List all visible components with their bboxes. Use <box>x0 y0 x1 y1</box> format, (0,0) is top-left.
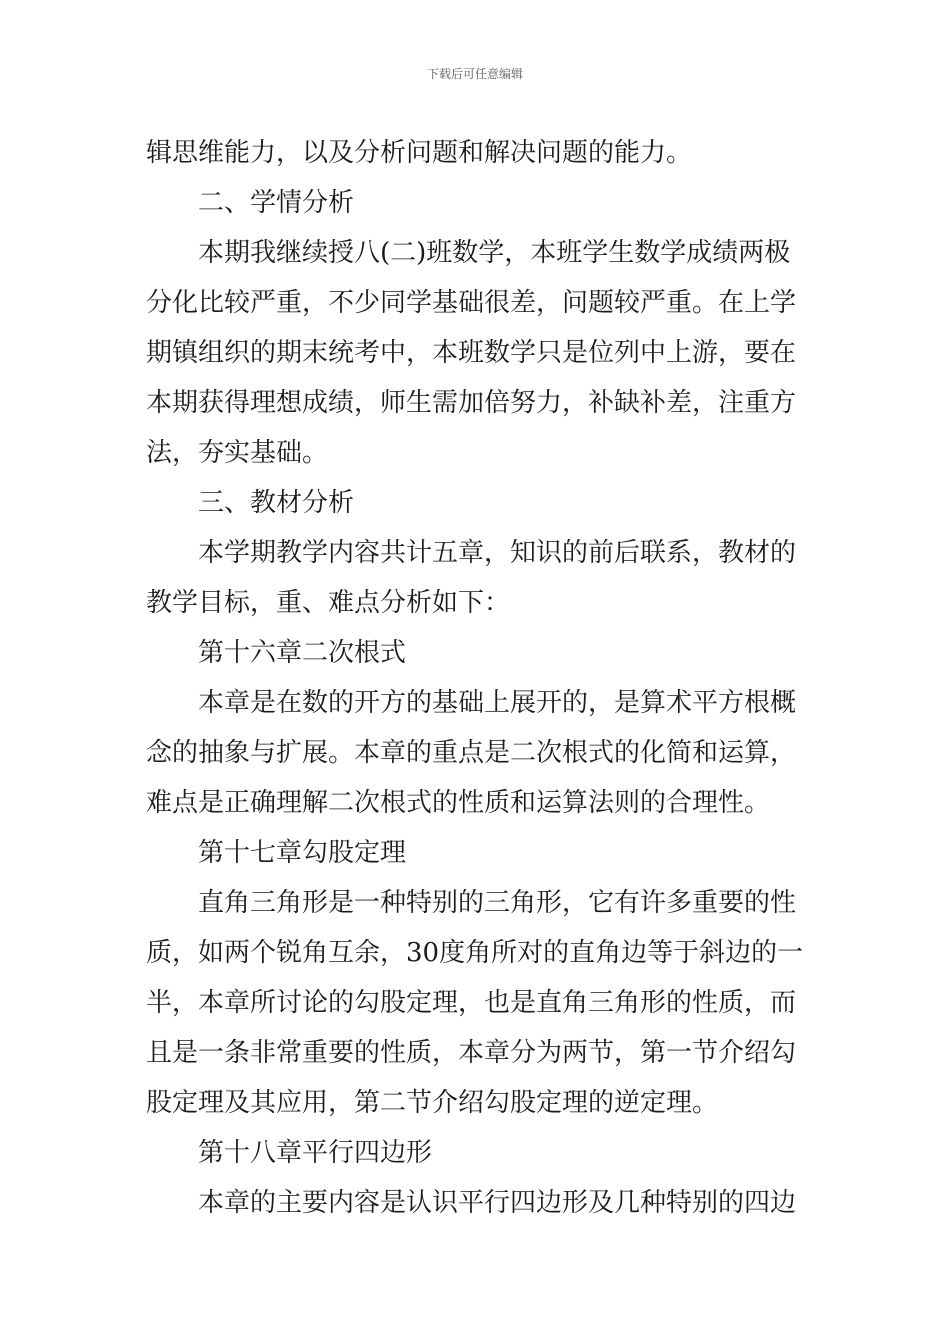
text-line: 本期获得理想成绩，师生需加倍努力，补缺补差，注重方 <box>146 388 797 418</box>
text-line: 教学目标，重、难点分析如下： <box>146 588 511 618</box>
text-line: 本学期教学内容共计五章，知识的前后联系，教材的 <box>198 538 797 568</box>
text-line: 直角三角形是一种特别的三角形，它有许多重要的性 <box>198 888 797 918</box>
text-line: 且是一条非常重要的性质，本章分为两节，第一节介绍勾 <box>146 1038 797 1068</box>
text-line: 期镇组织的期末统考中，本班数学只是位列中上游，要在 <box>146 338 797 368</box>
text-line: 难点是正确理解二次根式的性质和运算法则的合理性。 <box>146 788 771 818</box>
chapter-heading-17: 第十七章勾股定理 <box>198 838 407 868</box>
chapter-heading-16: 第十六章二次根式 <box>198 638 407 668</box>
text-line: 念的抽象与扩展。本章的重点是二次根式的化简和运算， <box>146 738 797 768</box>
text-line: 本章的主要内容是认识平行四边形及几种特别的四边 <box>198 1188 797 1218</box>
text-line: 质，如两个锐角互余，30度角所对的直角边等于斜边的一 <box>146 938 804 968</box>
document-body <box>146 128 810 1228</box>
text-line: 本章是在数的开方的基础上展开的，是算术平方根概 <box>198 688 797 718</box>
chapter-heading-18: 第十八章平行四边形 <box>198 1138 433 1168</box>
text-line: 股定理及其应用，第二节介绍勾股定理的逆定理。 <box>146 1088 719 1118</box>
section-heading-textbook-analysis: 三、教材分析 <box>198 488 355 518</box>
text-line: 辑思维能力，以及分析问题和解决问题的能力。 <box>146 138 693 168</box>
text-line: 法，夯实基础。 <box>146 438 329 468</box>
section-heading-learning-analysis: 二、学情分析 <box>198 188 355 218</box>
text-line: 本期我继续授八(二)班数学，本班学生数学成绩两极 <box>198 238 791 268</box>
text-line: 分化比较严重，不少同学基础很差，问题较严重。在上学 <box>146 288 797 318</box>
page-header: 下载后可任意编辑 <box>426 67 523 81</box>
text-line: 半，本章所讨论的勾股定理，也是直角三角形的性质，而 <box>146 988 797 1018</box>
